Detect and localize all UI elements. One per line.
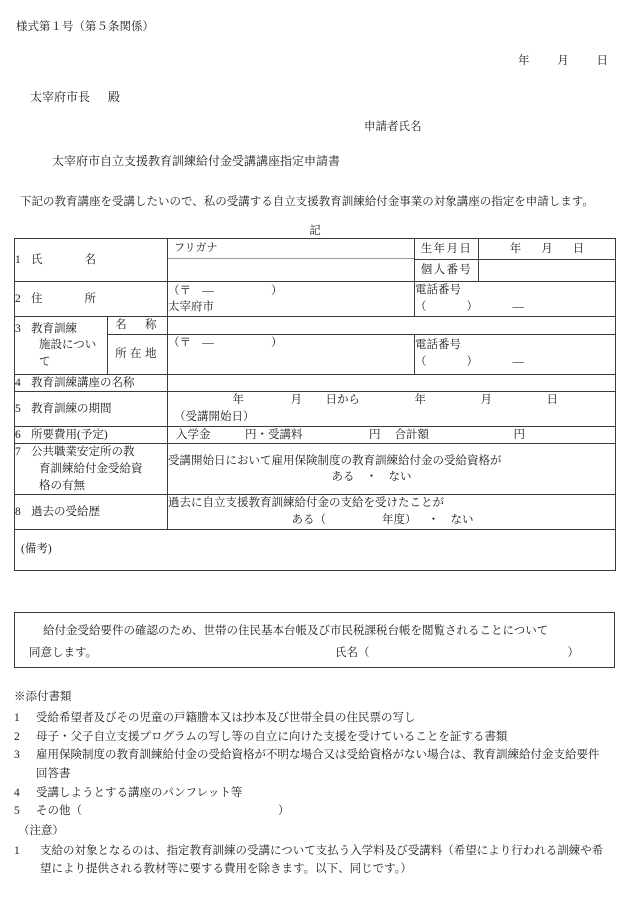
institution-address-input[interactable] [168, 352, 414, 374]
row8-label-cell [15, 495, 168, 529]
row2-label: 住 所 [31, 292, 103, 305]
tel-close-2: ） [466, 301, 478, 314]
header-date-day: 日 [596, 55, 608, 67]
institution-tel-cell[interactable] [415, 335, 616, 375]
row5-label-cell [15, 392, 168, 426]
institution-postal-open: （〒 [168, 337, 191, 350]
dob-value-cell[interactable] [479, 239, 616, 260]
row7-label-cell [15, 444, 168, 495]
attachment-number: 5 [14, 805, 20, 818]
addressee-honorific: 殿 [108, 90, 121, 104]
form-code: 様式第１号（第５条関係） [16, 21, 154, 33]
admission-fee-label: 入学金 [176, 428, 211, 441]
period-to-year: 年 [414, 394, 426, 407]
attachment-item [14, 746, 618, 765]
row6-number: 6 [15, 428, 21, 441]
tel-input-2[interactable] [415, 299, 615, 316]
table-row-cost [15, 426, 616, 444]
row7-choices[interactable] [168, 469, 615, 486]
row8-choice-separator: ・ [427, 514, 440, 527]
address-field[interactable] [168, 281, 415, 317]
tel-label-3: 電話番号 [415, 339, 461, 352]
application-table [14, 238, 616, 571]
consent-signature-close: ） [567, 647, 579, 659]
period-from-year: 年 [232, 394, 244, 407]
period-from-month: 月 [290, 394, 302, 407]
row8-number: 8 [15, 505, 21, 518]
row7-choice-yes[interactable]: ある [331, 471, 355, 484]
institution-postal-line [168, 335, 414, 352]
row8-choice-no[interactable]: ない [450, 514, 474, 527]
row7-question: 受講開始日において雇用保険制度の教育訓練給付金の受給資格が [168, 454, 502, 467]
attachment-number: 4 [14, 786, 20, 799]
tel-open-3: （ [415, 356, 427, 369]
mynumber-value-cell[interactable] [479, 260, 616, 281]
addressee [30, 88, 120, 105]
tel-input-3[interactable] [415, 354, 615, 371]
table-row-institution-name [15, 317, 616, 335]
row1-number: 1 [15, 253, 21, 266]
institution-name-sublabel: 名 称 [108, 317, 168, 335]
document-title: 太宰府市自立支援教育訓練給付金受講講座指定申請書 [52, 154, 341, 168]
row7-choice-separator: ・ [365, 471, 378, 484]
dob-month: 月 [541, 242, 553, 255]
postal-open: （〒 [168, 284, 191, 297]
table-row-remarks [15, 529, 616, 570]
address-city: 太宰府市 [168, 301, 214, 314]
table-row-employment-insurance [15, 444, 616, 495]
total-label: 合計額 [394, 428, 429, 441]
row8-choice-year: 年度） [382, 514, 417, 527]
mynumber-label: 個人番号 [415, 260, 479, 281]
row5-number: 5 [15, 402, 21, 415]
row4-label: 教育訓練講座の名称 [31, 376, 135, 389]
table-row-course-name [15, 374, 616, 392]
period-start-note: （受講開始日） [174, 411, 255, 424]
note-text-continued: 望により提供される教材等に要する費用を除きます。以下、同じです。） [40, 863, 412, 876]
notes-section [14, 822, 622, 879]
row5-label: 教育訓練の期間 [31, 402, 112, 415]
consent-text-line1: 給付金受給要件の確認のため、世帯の住民基本台帳及び市民税課税台帳を閲覧されることについて [43, 625, 549, 637]
remarks-cell[interactable] [15, 529, 616, 570]
row3-label-line2: 施設につい [39, 339, 97, 352]
row3-label-line3: て [39, 355, 51, 368]
institution-address-sublabel: 所在地 [108, 335, 168, 375]
applicant-name-label: 申請者氏名 [364, 121, 422, 133]
attachment-number: 3 [14, 749, 20, 762]
row6-label: 所要費用(予定) [31, 428, 108, 441]
furigana-label: フリガナ [168, 239, 414, 259]
course-name-field[interactable] [168, 374, 616, 392]
tuition-yen: 円 [369, 428, 381, 441]
row8-label: 過去の受給歴 [31, 505, 100, 518]
attachment-text: 受講しようとする講座のパンフレット等 [36, 786, 243, 799]
row8-choices[interactable] [168, 512, 615, 529]
name-input-area[interactable] [168, 259, 414, 281]
period-to-month: 月 [480, 394, 492, 407]
intro-paragraph: 下記の教育講座を受講したいので、私の受講する自立支援教育訓練給付金事業の対象講座の指定を申請します。 [20, 196, 594, 208]
dob-label: 生年月日 [415, 239, 479, 260]
row1-name-field[interactable] [168, 239, 415, 282]
dob-year: 年 [509, 242, 522, 255]
tel-label-2: 電話番号 [415, 283, 461, 296]
row8-choice-yes[interactable]: ある（ [291, 514, 326, 527]
attachment-text: 雇用保険制度の教育訓練給付金の受給資格が不明な場合又は受給資格がない場合は、教育訓練給付金支給要件 [36, 749, 600, 762]
tel-close-3: ） [466, 356, 478, 369]
period-from-day: 日から [325, 394, 360, 407]
header-date-year: 年 [518, 55, 530, 67]
row7-label-line2: 育訓練給付金受給資 [39, 463, 143, 476]
table-row-period [15, 392, 616, 426]
postal-close: ） [271, 284, 283, 297]
row4-label-cell [15, 374, 168, 392]
notes-title: （注意） [18, 825, 64, 837]
attachment-item [14, 784, 618, 803]
attachment-text: その他（ [36, 805, 82, 818]
dob-ymd [479, 241, 615, 258]
row1-label: 氏 名 [31, 253, 103, 266]
total-yen: 円 [513, 428, 525, 441]
tel-open-2: （ [415, 301, 427, 314]
consent-box [14, 612, 615, 668]
attachment-item [14, 709, 618, 728]
dob-day: 日 [572, 242, 585, 255]
row6-label-cell [15, 426, 168, 444]
attachments-title: ※添付書類 [14, 691, 72, 703]
consent-signature-label: 氏名（ [335, 647, 370, 659]
tel-dash-3: — [512, 356, 524, 369]
note-item [14, 842, 622, 860]
row2-number: 2 [15, 292, 21, 305]
ki-mark: 記 [309, 225, 321, 237]
row4-number: 4 [15, 376, 21, 389]
row3-label-cell [15, 317, 108, 374]
attachment-item [14, 728, 618, 747]
addressee-name: 太宰府市長 [30, 90, 91, 104]
period-to-day: 日 [546, 394, 558, 407]
address-tel-cell[interactable] [415, 281, 616, 317]
consent-signature[interactable] [335, 644, 579, 660]
row1-label-cell [15, 239, 168, 282]
past-benefits-field[interactable] [168, 495, 616, 529]
institution-name-field[interactable] [168, 317, 616, 335]
table-row-past-benefits [15, 495, 616, 529]
attachment-other-close: ） [278, 805, 290, 818]
row7-label-line1: 公共職業安定所の教 [31, 446, 135, 459]
attachment-text: 母子・父子自立支援プログラムの写し等の自立に向けた支援を受けていることを証する書類 [36, 730, 508, 743]
row7-choice-no[interactable]: ない [388, 471, 412, 484]
cost-line [168, 427, 615, 444]
employment-insurance-field[interactable] [168, 444, 616, 495]
consent-text-line2: 同意します。 [29, 647, 98, 659]
attachments-section [14, 688, 618, 821]
attachment-item[interactable] [14, 802, 618, 821]
period-range [168, 392, 615, 409]
remarks-label: (備考) [21, 543, 52, 556]
row3-label-line1: 教育訓練 [31, 322, 77, 335]
postal-dash: — [202, 284, 214, 297]
address-postal-line [168, 283, 414, 300]
attachment-number: 1 [14, 712, 20, 724]
period-field[interactable] [168, 392, 616, 426]
cost-field[interactable] [168, 426, 616, 444]
institution-postal-dash: — [202, 337, 214, 350]
attachment-text: 受給希望者及びその児童の戸籍謄本又は抄本及び世帯全員の住民票の写し [36, 712, 416, 724]
table-row-name [15, 239, 616, 260]
table-row-address [15, 281, 616, 317]
institution-postal-close: ） [271, 337, 283, 350]
row8-question: 過去に自立支援教育訓練給付金の支給を受けたことが [168, 497, 444, 510]
row3-number: 3 [15, 322, 21, 335]
row7-label-line3: 格の有無 [39, 479, 85, 492]
header-date-line [518, 52, 608, 68]
attachment-text-continued: 回答書 [36, 767, 71, 780]
tel-dash-2: — [512, 301, 524, 314]
attachment-number: 2 [14, 730, 20, 743]
institution-address-field[interactable] [168, 335, 415, 375]
row7-number: 7 [15, 446, 21, 459]
note-text: 支給の対象となるのは、指定教育訓練の受講について支払う入学料及び受講料（希望により行われる訓練や希 [40, 845, 604, 857]
header-date-month: 月 [557, 55, 569, 67]
admission-fee-yen: 円・受講料 [245, 428, 303, 441]
row2-label-cell [15, 281, 168, 317]
note-number: 1 [14, 845, 20, 857]
